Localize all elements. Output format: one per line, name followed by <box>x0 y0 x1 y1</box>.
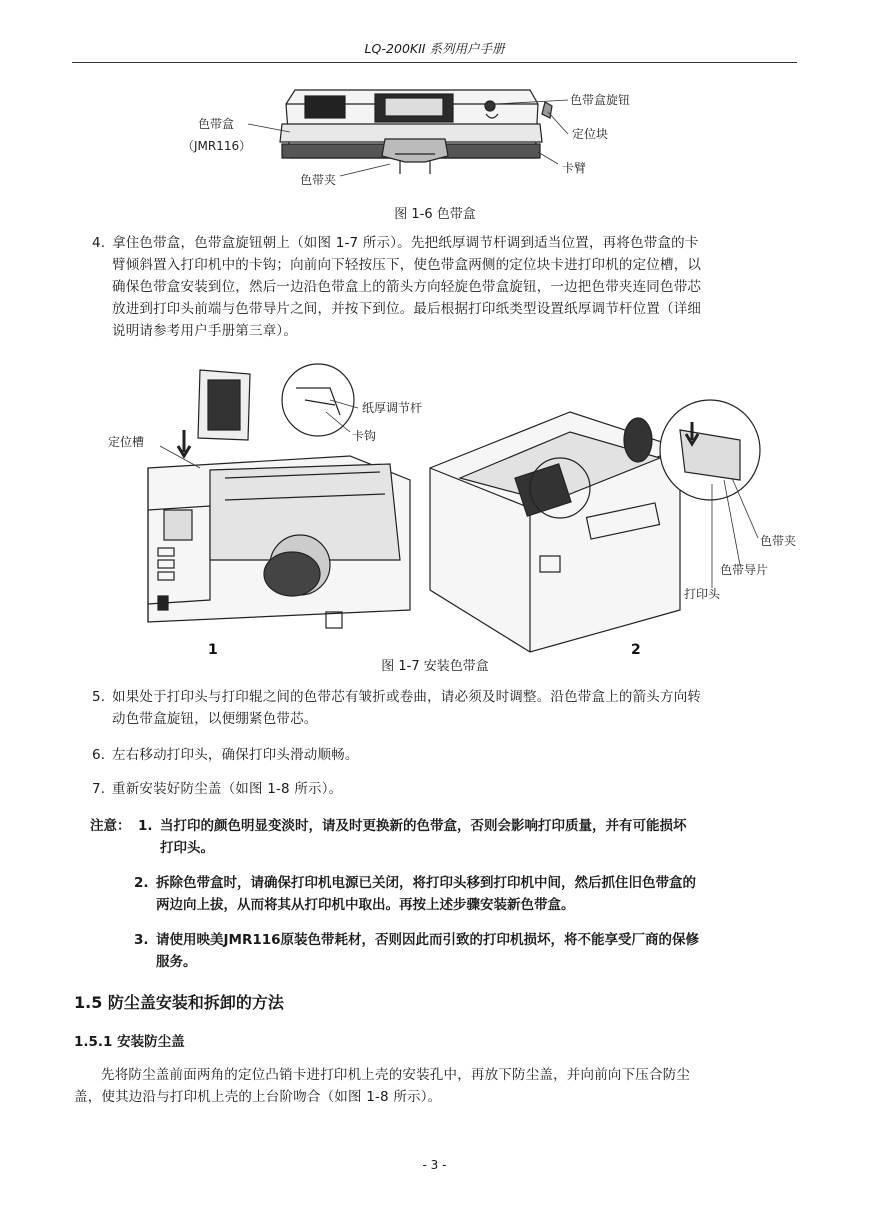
label-locator-slot: 定位槽 <box>108 435 145 449</box>
label-hook: 卡钩 <box>352 429 377 443</box>
note-1-line: 当打印的颜色明显变淡时，请及时更换新的色带盒，否则会影响打印质量，并有可能损坏 <box>160 818 687 834</box>
note-3-line: 服务。 <box>156 954 197 970</box>
body-line: 先将防尘盖前面两角的定位凸销卡进打印机上壳的安装孔中，再放下防尘盖，并向前向下压合防尘 <box>101 1067 691 1083</box>
step-6-text: 左右移动打印头，确保打印头滑动顺畅。 <box>112 747 359 763</box>
step-5-line: 动色带盒旋钮，以便绷紧色带芯。 <box>112 711 318 727</box>
note-item-1 <box>138 815 800 859</box>
figure-1-7-caption: 图 1-7 安装色带盒 <box>381 659 489 674</box>
step-4-line: 说明请参考用户手册第三章）。 <box>112 323 298 339</box>
label-ribbon-box: 色带盒 <box>198 117 235 131</box>
body-line: 盖，使其边沿与打印机上壳的上台阶吻合（如图 1-8 所示）。 <box>74 1089 442 1105</box>
step-4-line: 拿住色带盒，色带盒旋钮朝上（如图 1-7 所示）。先把纸厚调节杆调到适当位置，再将色带盒的卡 <box>112 235 699 251</box>
panel-number-2: 2 <box>631 642 641 658</box>
figure-1-6-caption: 图 1-6 色带盒 <box>394 207 476 222</box>
step-5 <box>92 686 802 730</box>
note-2-line: 拆除色带盒时，请确保打印机电源已关闭，将打印头移到打印机中间，然后抓住旧色带盒的 <box>156 875 696 891</box>
label-paper-lever: 纸厚调节杆 <box>362 401 423 415</box>
note-2-number: 2. <box>134 875 149 891</box>
step-4-line: 臂倾斜置入打印机中的卡钩；向前向下轻按压下，使色带盒两侧的定位块卡进打印机的定位槽，以 <box>112 257 702 273</box>
step-6 <box>92 744 802 766</box>
note-label: 注意： <box>90 818 131 834</box>
step-4-line: 放进到打印头前端与色带导片之间，并按下到位。最后根据打印纸类型设置纸厚调节杆位置（详细 <box>112 301 702 317</box>
label-arm: 卡臂 <box>562 161 587 175</box>
label-locator: 定位块 <box>572 127 609 141</box>
step-6-number: 6. <box>92 747 106 763</box>
note-1-line: 打印头。 <box>160 840 214 856</box>
note-1-number: 1. <box>138 818 153 834</box>
note-item-3 <box>134 929 796 973</box>
step-7-text: 重新安装好防尘盖（如图 1-8 所示）。 <box>112 781 343 797</box>
step-5-number: 5. <box>92 689 106 705</box>
label-print-head: 打印头 <box>684 587 721 601</box>
label-ribbon-model: （JMR116） <box>182 139 252 153</box>
page-number: - 3 - <box>422 1158 447 1172</box>
panel-number-1: 1 <box>208 642 218 658</box>
note-2-line: 两边向上拔，从而将其从打印机中取出。再按上述步骤安装新色带盒。 <box>156 897 575 913</box>
step-7 <box>92 778 802 800</box>
note-item-2 <box>134 872 796 916</box>
ribbon-cartridge-drawing <box>280 90 552 174</box>
note-3-number: 3. <box>134 932 149 948</box>
label-clip: 色带夹 <box>300 173 337 187</box>
section-1-5-1-body <box>74 1064 799 1108</box>
printer-drawing-2 <box>430 400 760 652</box>
page-header: LQ-200KII 系列用户手册 <box>72 36 797 63</box>
step-7-number: 7. <box>92 781 106 797</box>
label-ribbon-guide: 色带导片 <box>720 563 769 577</box>
label-ribbon-clip: 色带夹 <box>760 534 797 548</box>
step-4-number: 4. <box>92 235 106 251</box>
install-ribbon-figure <box>100 360 800 660</box>
section-1-5-title: 1.5 防尘盖安装和拆卸的方法 <box>74 993 284 1012</box>
ribbon-cartridge-figure <box>182 84 650 192</box>
note-3-line: 请使用映美JMR116原装色带耗材，否则因此而引致的打印机损坏，将不能享受厂商的保修 <box>156 932 700 948</box>
section-1-5-1-title: 1.5.1 安装防尘盖 <box>74 1034 185 1050</box>
step-4-line: 确保色带盒安装到位，然后一边沿色带盒上的箭头方向轻旋色带盒旋钮，一边把色带夹连同色带芯 <box>112 279 702 295</box>
label-knob: 色带盒旋钮 <box>570 93 631 107</box>
step-5-line: 如果处于打印头与打印辊之间的色带芯有皱折或卷曲，请必须及时调整。沿色带盒上的箭头方向转 <box>112 689 702 705</box>
step-4 <box>92 232 802 342</box>
